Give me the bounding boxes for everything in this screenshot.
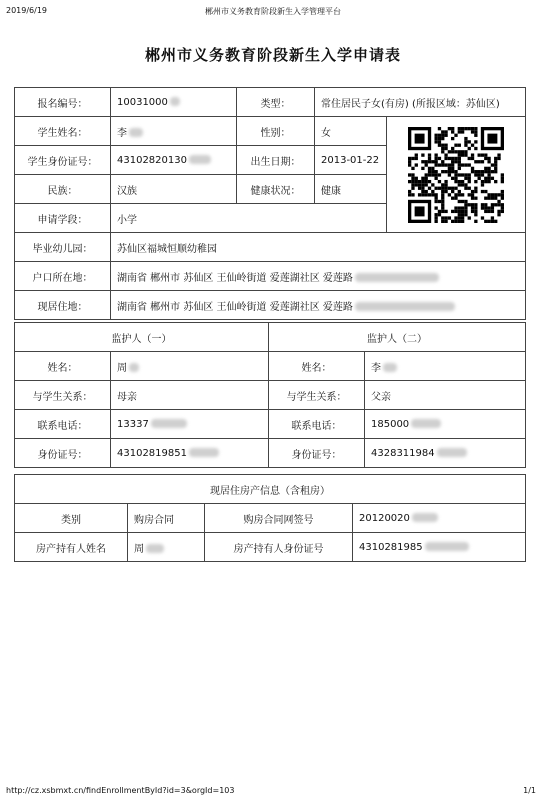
type-value: 常住居民子女(有房) (所报区域：苏仙区) xyxy=(315,88,526,117)
hukou-value: 湖南省 郴州市 苏仙区 王仙岭街道 爱莲湖社区 爱莲路 xyxy=(111,262,526,291)
type-label: 类型： xyxy=(237,88,315,117)
guardians-table xyxy=(14,322,526,468)
reg-no-label: 报名编号： xyxy=(15,88,111,117)
ethnicity-label: 民族： xyxy=(15,175,111,204)
housing-category-label: 类别 xyxy=(15,504,128,533)
table-row xyxy=(15,88,526,117)
owner-id-value: 4310281985 xyxy=(353,533,526,562)
page-title: 郴州市义务教育阶段新生入学申请表 xyxy=(144,46,401,64)
school-stage-label: 申请学段： xyxy=(15,204,111,233)
student-id-label: 学生身份证号： xyxy=(15,146,111,175)
reg-no-value: 10031000 xyxy=(111,88,237,117)
footer-url: http://cz.xsbmxt.cn/findEnrollmentById?id=3&orgId=103 xyxy=(6,786,235,795)
health-label: 健康状况： xyxy=(237,175,315,204)
residence-value: 湖南省 郴州市 苏仙区 王仙岭街道 爱莲湖社区 爱莲路 xyxy=(111,291,526,320)
qr-code-icon xyxy=(408,127,504,223)
table-row xyxy=(15,352,526,381)
health-value: 健康 xyxy=(315,175,387,204)
guardian1-id-label: 身份证号： xyxy=(15,439,111,468)
table-row xyxy=(15,323,526,352)
guardian1-id-value: 43102819851 xyxy=(111,439,269,468)
guardian1-relation-label: 与学生关系： xyxy=(15,381,111,410)
table-row xyxy=(15,117,526,146)
owner-name-label: 房产持有人姓名 xyxy=(15,533,128,562)
table-row xyxy=(15,504,526,533)
table-row xyxy=(15,439,526,468)
applicant-table xyxy=(14,87,526,320)
guardian2-name-label: 姓名： xyxy=(269,352,365,381)
kindergarten-value: 苏仙区福城恒顺幼稚园 xyxy=(111,233,526,262)
gender-label: 性别： xyxy=(237,117,315,146)
residence-label: 现居住地： xyxy=(15,291,111,320)
owner-id-label: 房产持有人身份证号 xyxy=(205,533,353,562)
guardian2-phone-value: 185000 xyxy=(365,410,526,439)
table-row xyxy=(15,291,526,320)
guardian2-relation-value: 父亲 xyxy=(365,381,526,410)
qr-cell xyxy=(387,117,526,233)
guardian2-id-label: 身份证号： xyxy=(269,439,365,468)
table-row xyxy=(15,233,526,262)
birth-date-label: 出生日期： xyxy=(237,146,315,175)
housing-contract-value: 20120020 xyxy=(353,504,526,533)
owner-name-value: 周 xyxy=(128,533,205,562)
student-id-value: 43102820130 xyxy=(111,146,237,175)
ethnicity-value: 汉族 xyxy=(111,175,237,204)
guardian1-relation-value: 母亲 xyxy=(111,381,269,410)
footer-page-number: 1/1 xyxy=(523,786,536,795)
housing-category-value: 购房合同 xyxy=(128,504,205,533)
table-row xyxy=(15,533,526,562)
table-row xyxy=(15,475,526,504)
student-name-label: 学生姓名： xyxy=(15,117,111,146)
guardian2-name-value: 李 xyxy=(365,352,526,381)
print-date: 2019/6/19 xyxy=(6,6,48,15)
table-row xyxy=(15,410,526,439)
guardian2-relation-label: 与学生关系： xyxy=(269,381,365,410)
guardian2-header: 监护人（二） xyxy=(269,323,526,352)
school-stage-value: 小学 xyxy=(111,204,387,233)
housing-table xyxy=(14,474,526,562)
student-name-value: 李 xyxy=(111,117,237,146)
guardian1-name-value: 周 xyxy=(111,352,269,381)
guardian1-header: 监护人（一） xyxy=(15,323,269,352)
gender-value: 女 xyxy=(315,117,387,146)
guardian1-phone-label: 联系电话： xyxy=(15,410,111,439)
housing-header: 现居住房产信息（含租房） xyxy=(15,475,526,504)
kindergarten-label: 毕业幼儿园： xyxy=(15,233,111,262)
guardian2-id-value: 4328311984 xyxy=(365,439,526,468)
table-row xyxy=(15,381,526,410)
housing-contract-label: 购房合同网签号 xyxy=(205,504,353,533)
guardian2-phone-label: 联系电话： xyxy=(269,410,365,439)
guardian1-phone-value: 13337 xyxy=(111,410,269,439)
hukou-label: 户口所在地： xyxy=(15,262,111,291)
print-site-title: 郴州市义务教育阶段新生入学管理平台 xyxy=(205,7,341,16)
table-row xyxy=(15,262,526,291)
birth-date-value: 2013-01-22 xyxy=(315,146,387,175)
guardian1-name-label: 姓名： xyxy=(15,352,111,381)
